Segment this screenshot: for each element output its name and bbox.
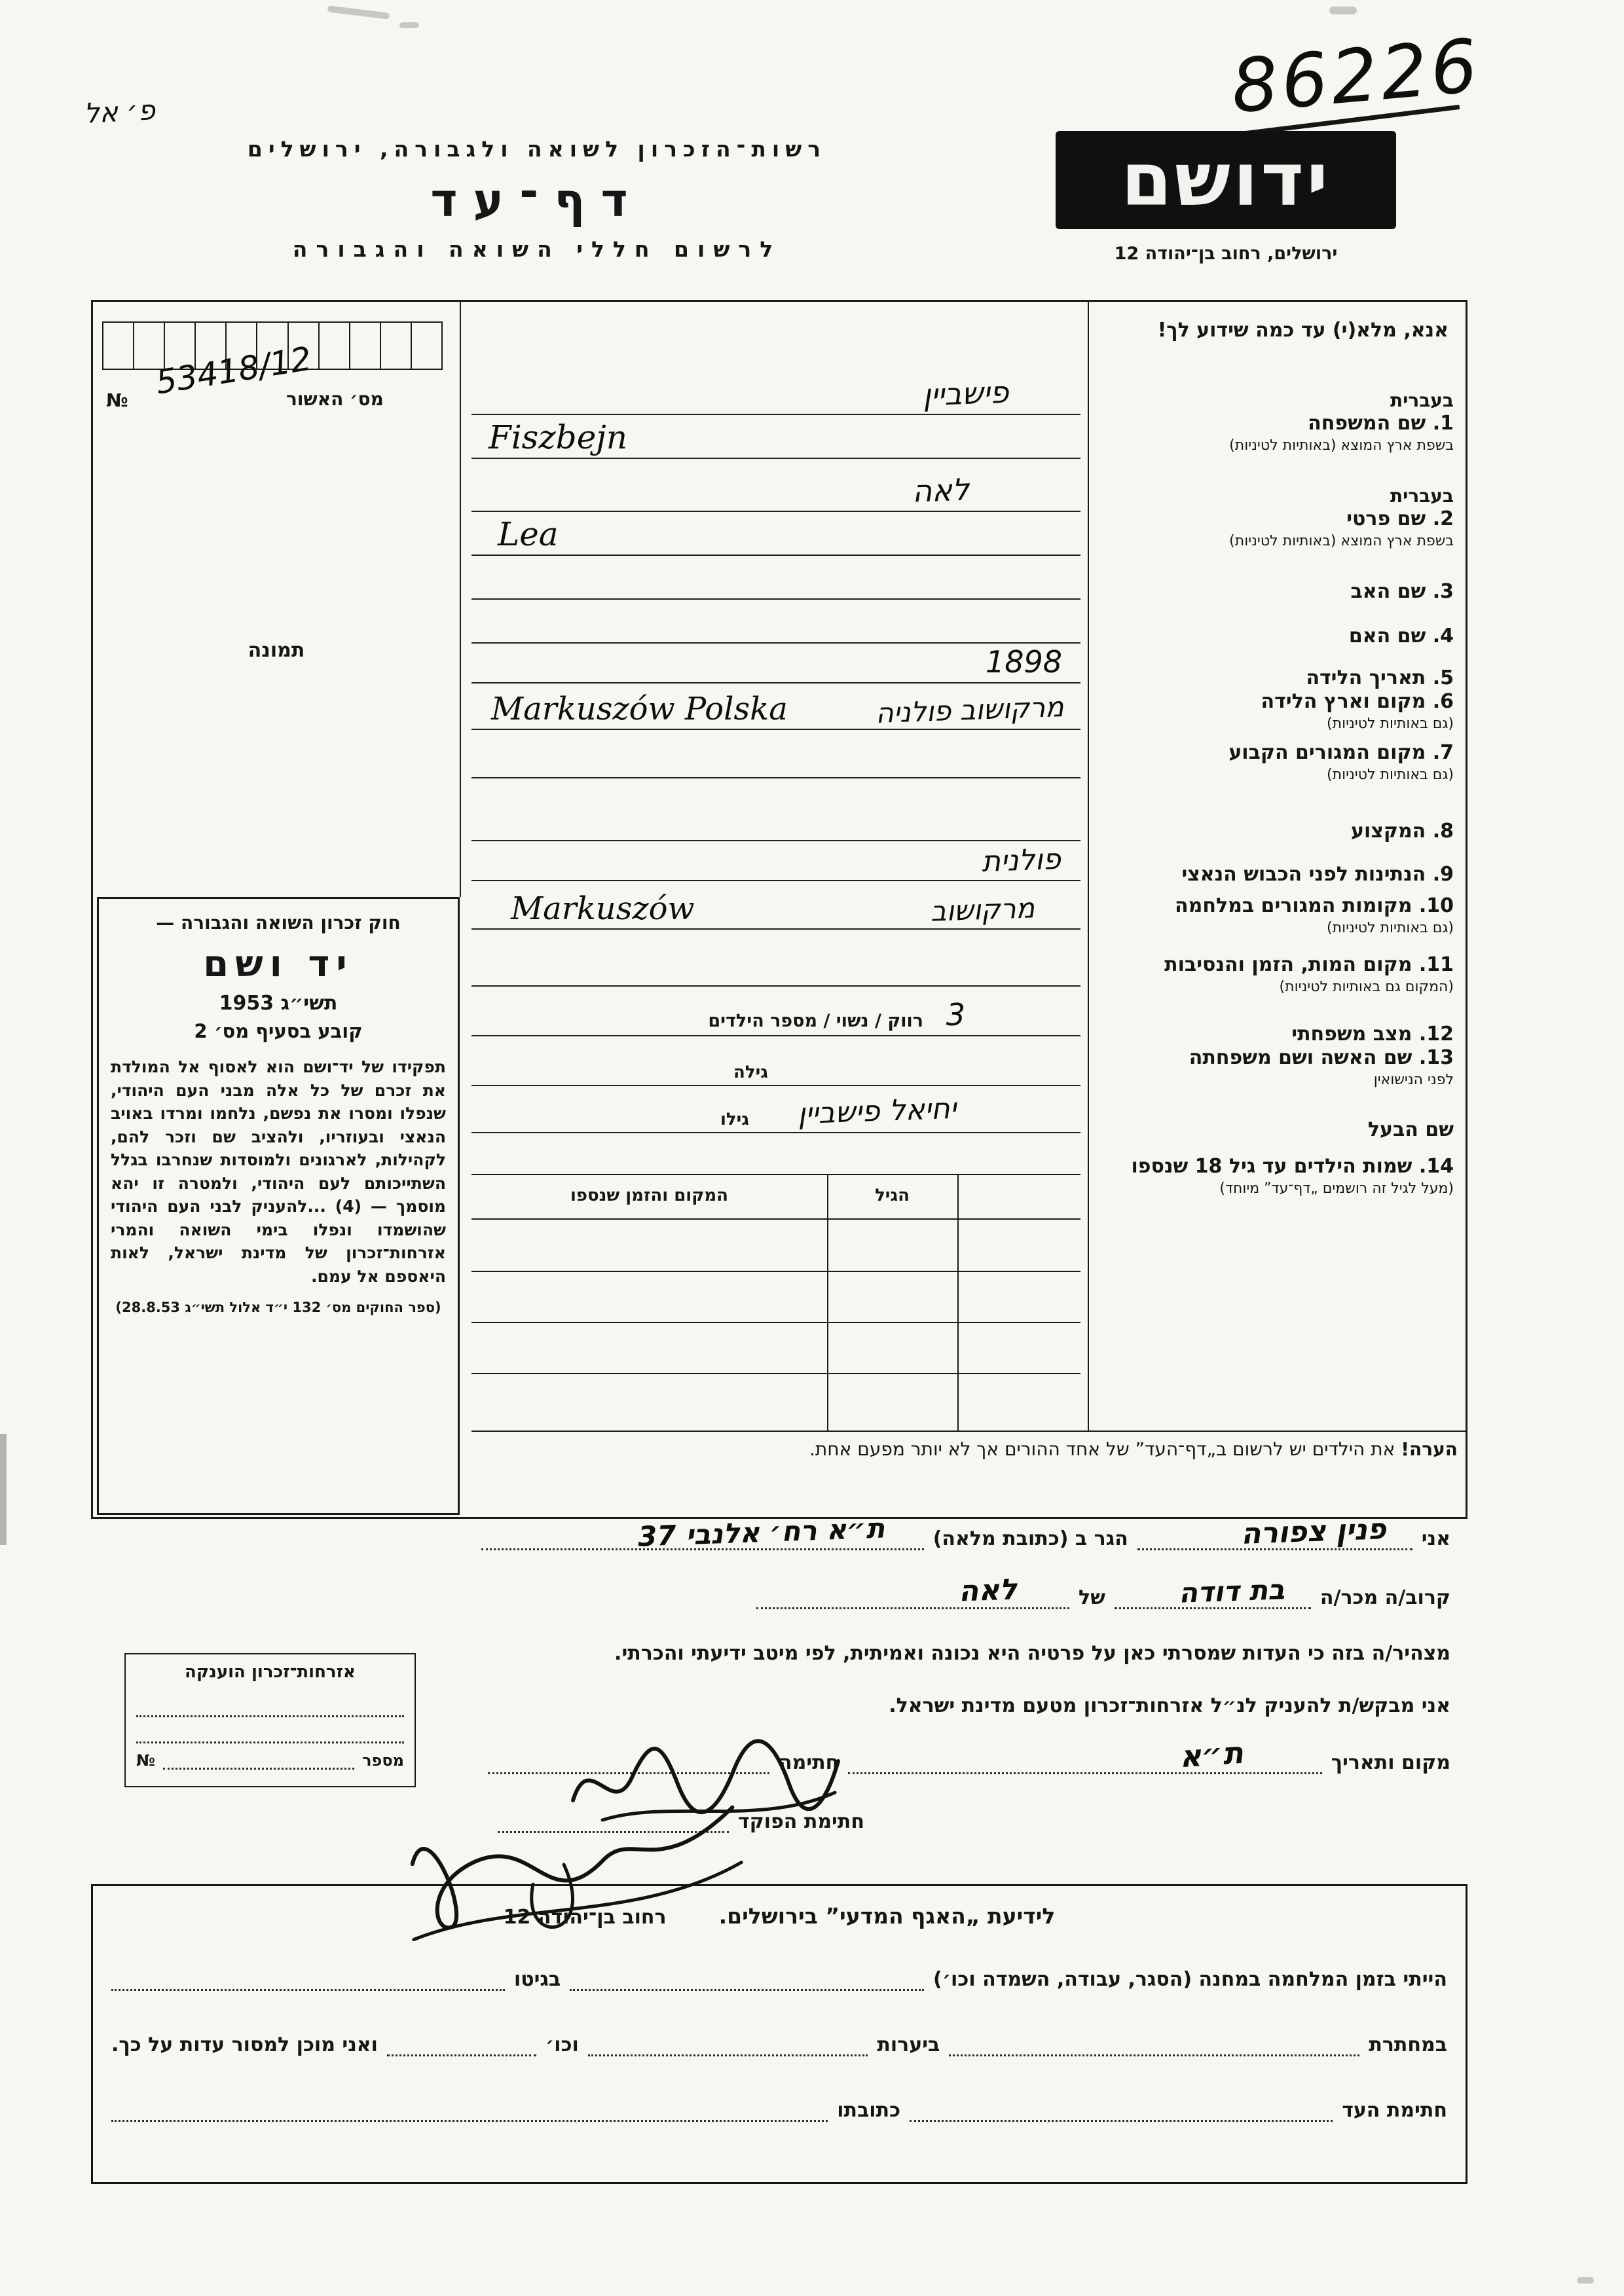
forests-blank bbox=[588, 2032, 868, 2056]
handwriting-declarant-address: ת״א רח׳ אלנבי 37 bbox=[637, 1512, 885, 1553]
children-table-row-line bbox=[471, 1322, 1080, 1323]
field-label-wife-name bbox=[1092, 1046, 1454, 1088]
form-header bbox=[187, 136, 887, 262]
line-citizenship bbox=[471, 842, 1080, 881]
field-label: 2. שם פרטי bbox=[1346, 507, 1454, 530]
underground-label: במחתרת bbox=[1369, 2033, 1447, 2056]
line-profession bbox=[471, 805, 1080, 841]
field-label-children bbox=[1092, 1154, 1454, 1197]
declarant-name-blank bbox=[1137, 1512, 1412, 1551]
field-label: 12. מצב משפחתי bbox=[1291, 1023, 1454, 1046]
victim-name-blank bbox=[756, 1573, 1069, 1609]
handwriting-victim-name: לאה bbox=[958, 1573, 1018, 1609]
marital-status-options: רווק / נשוי / מספר הילדים bbox=[708, 1011, 923, 1031]
field-label-wartime-residences bbox=[1092, 894, 1454, 936]
witness-address-label: כתובתו bbox=[837, 2099, 901, 2122]
wife-age-label: גילה bbox=[733, 1063, 768, 1082]
children-table bbox=[471, 1174, 1080, 1430]
line-father-name bbox=[471, 563, 1080, 600]
witness-signature-blank bbox=[910, 2097, 1333, 2122]
scan-speck bbox=[1329, 7, 1357, 14]
field-label: 9. הנתינות לפני הכבוש הנאצי bbox=[1181, 863, 1454, 886]
law-yad-vashem-wordmark: יד ושם bbox=[203, 943, 354, 985]
serial-label: מס׳ האשור bbox=[286, 388, 384, 410]
field-label: 13. שם האשה ושם משפחתה bbox=[1189, 1046, 1454, 1069]
handwriting-wartime-residence-hebrew: מרקושוב bbox=[930, 892, 1035, 928]
children-note bbox=[479, 1438, 1458, 1460]
field-label: 3. שם האב bbox=[1350, 580, 1454, 603]
field-label-husband-name bbox=[1092, 1118, 1454, 1142]
line-birth-place bbox=[471, 690, 1080, 730]
field-sublabel: (גם באותיות לטיניות) bbox=[1327, 766, 1454, 783]
declarant-address-blank bbox=[481, 1512, 924, 1553]
note-text: את הילדים יש לרשום ב„דף־העד” של אחד ההורים אך לא יותר מפעם אחת. bbox=[809, 1438, 1395, 1460]
field-label: 14. שמות הילדים עד גיל 18 שנספו bbox=[1131, 1155, 1454, 1178]
law-year: תשי״ג 1953 bbox=[219, 992, 338, 1015]
line-first-name-hebrew bbox=[471, 471, 1080, 512]
law-title: חוק זכרון השואה והגבורה — bbox=[156, 912, 401, 934]
field-label-birth-date bbox=[1092, 666, 1454, 690]
handwriting-family-name-hebrew: פישביין bbox=[921, 374, 1009, 413]
handwriting-relation: בת דודה bbox=[1178, 1573, 1285, 1609]
handwriting-birth-year: 1898 bbox=[985, 644, 1062, 680]
handwriting-birth-place-hebrew: מרקושוב פולניה bbox=[874, 690, 1064, 730]
line-family-name-hebrew bbox=[471, 374, 1080, 415]
serial-no-sign: № bbox=[106, 390, 128, 411]
line-first-name-latin bbox=[471, 515, 1080, 556]
handwritten-corner-note: פ׳ אל bbox=[83, 94, 157, 130]
field-sublabel: (גם באותיות לטיניות) bbox=[1327, 715, 1454, 732]
field-label-family-name bbox=[1092, 390, 1454, 454]
main-form-box bbox=[91, 300, 1467, 1519]
scan-speck bbox=[327, 5, 390, 20]
hebrew-sublabel: בעברית bbox=[1390, 485, 1454, 507]
field-label-first-name bbox=[1092, 485, 1454, 549]
declaration-relation-row bbox=[756, 1573, 1450, 1609]
line-wartime-residence bbox=[471, 890, 1080, 930]
line-mother-name bbox=[471, 607, 1080, 644]
field-sublabel: (מעל לגיל זה רושמים „דף־עד” מיוחד) bbox=[1219, 1180, 1454, 1197]
handwriting-declarant-name: פנין צפורה bbox=[1240, 1512, 1387, 1551]
note-divider bbox=[471, 1430, 1466, 1432]
field-label-place-of-death bbox=[1092, 953, 1454, 995]
handwriting-citizenship: פולנית bbox=[981, 842, 1061, 879]
authority-title: רשות־הזכרון לשואה ולגבורה, ירושלים bbox=[247, 136, 827, 162]
signature-label: חתימה bbox=[779, 1751, 840, 1774]
handwriting-place-date: ת״א bbox=[1178, 1734, 1245, 1775]
scan-speck bbox=[399, 22, 419, 28]
ghetto-blank bbox=[111, 1966, 505, 1991]
field-label: 11. מקום המות, הזמן והנסיבות bbox=[1164, 953, 1454, 976]
forests-label: ביערות bbox=[877, 2033, 940, 2056]
law-body-text: תפקידו של יד־ושם הוא לאסוף אל המולדת את זכרם של כל אלה מבני העם היהודי, שנפלו ומסרו את נפשם, נלחמו ומרדו באויב הנאצי ובעוזריו, ולהציב שם וזכר להם, לקהילות, לארגונים ולמוסדות שנחרבו בגלל השתייכותם לעם היהודי, ולמטרה זו יהא מוסמך — (4) ...להעניק לבני העם היהודי שהושמדו ונפלו בימי השואה והמרי אזרחות־זכרון של מדינת ישראל, לאות היאספם אל עמם. bbox=[111, 1057, 446, 1286]
photo-placeholder-label: תמונה bbox=[248, 639, 305, 662]
hebrew-sublabel: בעברית bbox=[1390, 390, 1454, 411]
relation-blank bbox=[1115, 1573, 1311, 1609]
yad-vashem-logo bbox=[1056, 131, 1396, 229]
handwriting-first-name-latin: Lea bbox=[498, 515, 559, 553]
page-subtitle: לרשום חללי השואה והגבורה bbox=[292, 236, 782, 262]
field-label: 5. תאריך הלידה bbox=[1306, 666, 1454, 689]
bottom-box-title: לידיעת „האגף המדעי” בירושלים. bbox=[718, 1903, 1056, 1929]
handwriting-wartime-residence-latin: Markuszów bbox=[511, 890, 695, 927]
note-head: הערה! bbox=[1401, 1438, 1458, 1460]
citizenship-box-title: אזרחות־זכרון הוענקה bbox=[185, 1662, 356, 1682]
line-place-of-death bbox=[471, 950, 1080, 987]
handwritten-serial-value: 53418/12 bbox=[153, 339, 314, 402]
line-family-name-latin bbox=[471, 418, 1080, 459]
field-label: 7. מקום המגורים הקבוע bbox=[1228, 741, 1454, 764]
citizenship-no-sign: № bbox=[136, 1751, 155, 1770]
camp-blank bbox=[570, 1966, 924, 1991]
field-label-birth-place bbox=[1092, 689, 1454, 732]
children-col-place-header: המקום והזמן שנספו bbox=[570, 1186, 729, 1205]
handwriting-husband-name: יחיאל פישביין bbox=[796, 1091, 957, 1131]
official-signature-label: חתימת הפוקד bbox=[738, 1810, 864, 1833]
field-label-mother-name bbox=[1092, 624, 1454, 648]
witness-address-blank bbox=[111, 2097, 828, 2122]
handwriting-children-count: 3 bbox=[946, 997, 965, 1032]
law-source: (ספר החוקים מס׳ 132 י״ד אלול תשי״ג 28.8.53) bbox=[115, 1300, 441, 1315]
citizenship-granted-box bbox=[124, 1653, 416, 1787]
children-table-divider bbox=[957, 1175, 959, 1430]
citizenship-blank-line bbox=[136, 1698, 404, 1717]
witness-signature-row bbox=[111, 2097, 1447, 2122]
field-sublabel: (גם באותיות לטיניות) bbox=[1327, 919, 1454, 936]
line-wife-name bbox=[471, 1049, 1080, 1086]
witness-signature-label: חתימת העד bbox=[1342, 2099, 1447, 2122]
handwriting-first-name-hebrew: לאה bbox=[912, 471, 970, 509]
etc-label: וכו׳ bbox=[545, 2033, 579, 2056]
resides-label: הגר ב (כתובת מלאה) bbox=[932, 1527, 1128, 1550]
i-label: אני bbox=[1421, 1527, 1450, 1550]
scan-edge-mark bbox=[0, 1434, 7, 1545]
husband-age-label: גילו bbox=[720, 1110, 749, 1129]
children-table-row-line bbox=[471, 1218, 1080, 1220]
field-label-father-name bbox=[1092, 579, 1454, 604]
citizenship-blank-line bbox=[136, 1724, 404, 1743]
field-sublabel: לפני הנישואין bbox=[1373, 1071, 1454, 1088]
field-sublabel: בשפת ארץ המוצא (באותיות לטיניות) bbox=[1229, 532, 1454, 549]
handwriting-birth-place-latin: Markuszów Polska bbox=[491, 691, 788, 727]
children-table-row-line bbox=[471, 1271, 1080, 1272]
field-sublabel: (המקום גם באותיות לטיניות) bbox=[1279, 978, 1454, 995]
law-section: קובע בסעיף מס׳ 2 bbox=[194, 1020, 363, 1042]
yad-vashem-logo-text: ידושם bbox=[1120, 137, 1331, 223]
field-label-profession bbox=[1092, 819, 1454, 843]
fill-instruction: אנא, מלא(י) עד כמה שידוע לך! bbox=[1157, 319, 1449, 342]
place-date-blank bbox=[848, 1734, 1321, 1775]
handwriting-family-name-latin: Fiszbejn bbox=[489, 418, 627, 456]
field-label: 10. מקומות המגורים במלחמה bbox=[1175, 894, 1454, 917]
of-label: של bbox=[1079, 1586, 1105, 1609]
field-label: 4. שם האם bbox=[1348, 625, 1454, 647]
scan-speck bbox=[1577, 2277, 1594, 2284]
office-address: ירושלים, רחוב בן־יהודה 12 bbox=[1114, 244, 1338, 264]
label-column-divider bbox=[1088, 302, 1089, 1430]
field-label: 6. מקום וארץ הלידה bbox=[1261, 690, 1454, 713]
camp-ghetto-row bbox=[111, 1966, 1447, 1991]
line-marital-status bbox=[471, 997, 1080, 1036]
line-husband-name bbox=[471, 1091, 1080, 1133]
underground-blank bbox=[949, 2032, 1359, 2056]
field-label-marital-status bbox=[1092, 1022, 1454, 1046]
declaration-identity-row bbox=[481, 1512, 1450, 1553]
declaration-statement-1: מצהיר/ה בזה כי העדות שמסרתי כאן על פרטיה היא נכונה ואמיתית, לפי מיטב ידיעתי והכרתי. bbox=[614, 1642, 1450, 1665]
field-label-citizenship bbox=[1092, 862, 1454, 886]
handwritten-registration-number: 86226 bbox=[1228, 23, 1485, 130]
ready-to-testify-label: ואני מוכן למסור עדות על כך. bbox=[111, 2033, 378, 2056]
etc-blank bbox=[387, 2032, 536, 2056]
photo-column-divider bbox=[460, 302, 461, 897]
field-label: 1. שם המשפחה bbox=[1308, 412, 1454, 435]
law-box bbox=[97, 897, 460, 1515]
children-col-age-header: הגיל bbox=[875, 1186, 910, 1205]
underground-forests-row bbox=[111, 2032, 1447, 2056]
declaration-statement-2: אני מבקש/ת להעניק לנ״ל אזרחות־זכרון מטעם מדינת ישראל. bbox=[889, 1694, 1450, 1717]
children-table-row-line bbox=[471, 1373, 1080, 1374]
camp-label: הייתי בזמן המלחמה במחנה (הסגר, עבודה, השמדה וכו׳) bbox=[933, 1968, 1447, 1991]
ghetto-label: בגיטו bbox=[513, 1968, 561, 1991]
citizenship-number-label: מספר bbox=[362, 1751, 404, 1770]
line-birth-date bbox=[471, 644, 1080, 683]
field-label: שם הבעל bbox=[1367, 1118, 1454, 1141]
field-label-permanent-residence bbox=[1092, 740, 1454, 783]
citizenship-number-blank bbox=[163, 1753, 354, 1770]
field-sublabel: בשפת ארץ המוצא (באותיות לטיניות) bbox=[1229, 437, 1454, 454]
line-permanent-residence bbox=[471, 742, 1080, 778]
scientific-branch-box bbox=[91, 1884, 1467, 2184]
relation-label: קרוב/ה מכר/ה bbox=[1320, 1586, 1450, 1609]
field-label: 8. המקצוע bbox=[1351, 820, 1454, 843]
place-date-label: מקום ותאריך bbox=[1331, 1751, 1450, 1774]
children-table-divider bbox=[827, 1175, 828, 1430]
page-title: דף־עד bbox=[430, 173, 644, 227]
bottom-box-address: רחוב בן־יהודה 12 bbox=[503, 1906, 667, 1929]
